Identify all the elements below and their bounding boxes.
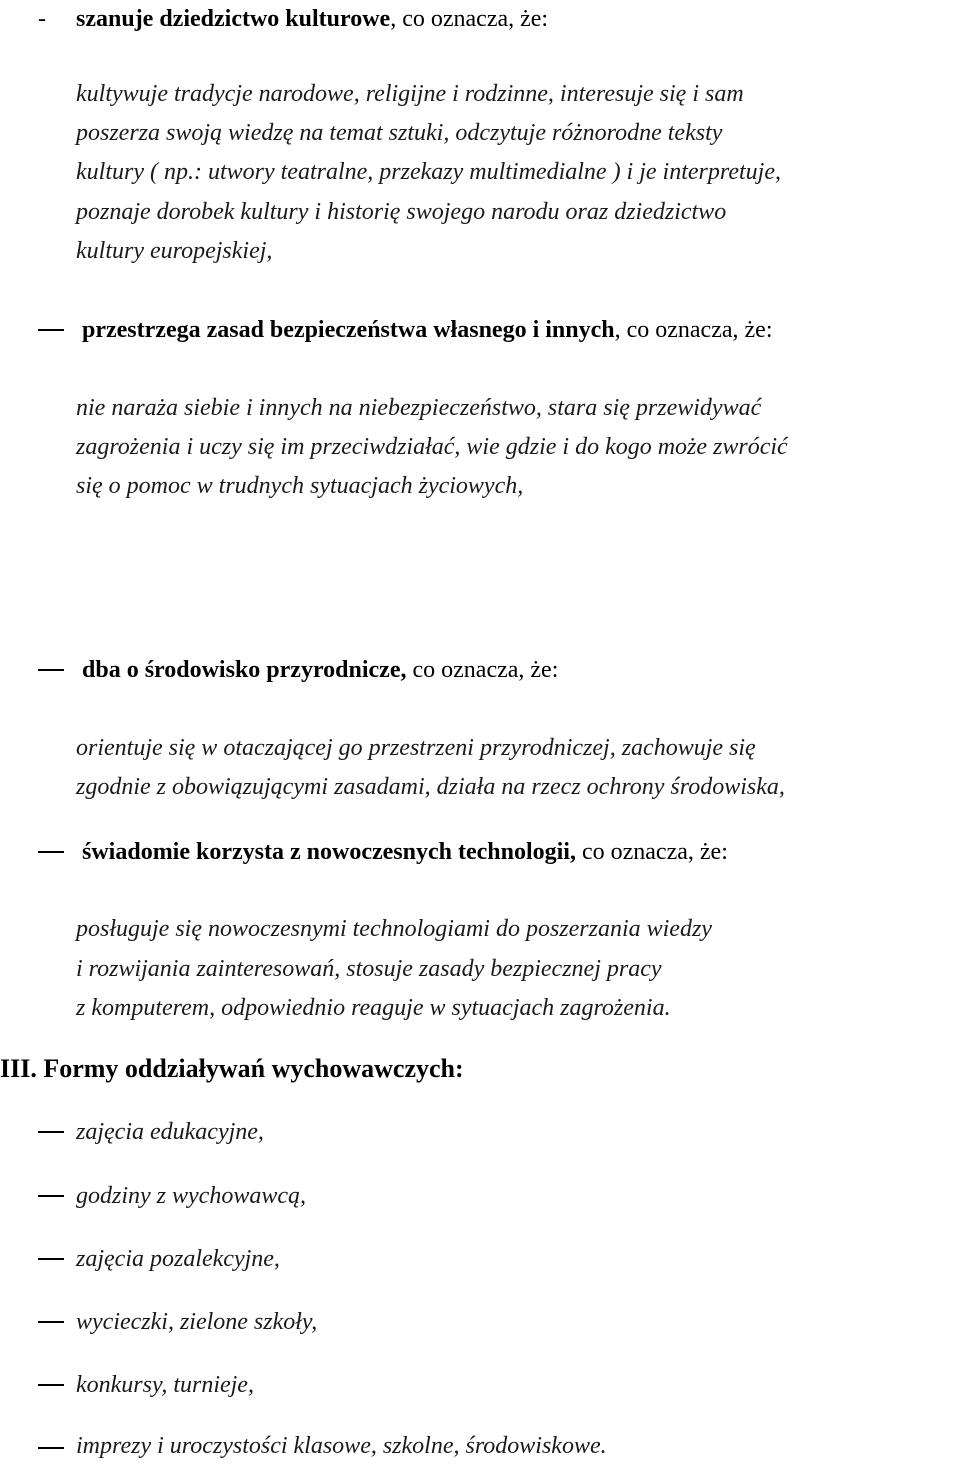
part-3-heading: III. Formy oddziaływań wychowawczych: (0, 1054, 464, 1083)
section-2-body-line: zagrożenia i uczy się im przeciwdziałać, wie gdzie i do kogo może zwrócić (76, 434, 788, 460)
section-1-body-line: poszerza swoją wiedzę na temat sztuki, odczytuje różnorodne teksty (76, 120, 723, 146)
list-item: imprezy i uroczystości klasowe, szkolne, środowiskowe. (76, 1433, 607, 1459)
section-2-dash (38, 329, 64, 331)
section-1-body-line: kultywuje tradycje narodowe, religijne i rodzinne, interesuje się i sam (76, 81, 744, 107)
list-item-dash (38, 1195, 64, 1197)
section-3-body-line: orientuje się w otaczającej go przestrzeni przyrodniczej, zachowuje się (76, 735, 756, 761)
section-1-body-line: kultury ( np.: utwory teatralne, przekazy multimedialne ) i je interpretuje, (76, 159, 781, 185)
section-2-body-line: nie naraża siebie i innych na niebezpieczeństwo, stara się przewidywać (76, 395, 762, 421)
section-4-heading-rest: co oznacza, że: (575, 839, 728, 865)
section-1-heading (76, 4, 548, 34)
list-item: godziny z wychowawcą, (76, 1183, 306, 1209)
section-1-body-line: kultury europejskiej, (76, 238, 273, 264)
section-3-body-line: zgodnie z obowiązującymi zasadami, działa na rzecz ochrony środowiska, (76, 774, 785, 800)
section-1-body-line: poznaje dorobek kultury i historię swojego narodu oraz dziedzictwo (76, 199, 727, 225)
section-1-marker: - (38, 6, 46, 32)
list-item: wycieczki, zielone szkoły, (76, 1309, 318, 1335)
section-4-dash (38, 851, 64, 853)
section-4-body-line: z komputerem, odpowiednio reaguje w sytuacjach zagrożenia. (76, 995, 671, 1021)
section-2-heading-bold: przestrzega zasad bezpieczeństwa własnego i innych (82, 317, 615, 343)
list-item: zajęcia pozalekcyjne, (76, 1246, 280, 1272)
section-3-heading-bold: dba o środowisko przyrodnicze, (82, 657, 407, 683)
section-3-heading (82, 655, 558, 685)
list-item-dash (38, 1447, 64, 1449)
section-3-dash (38, 669, 64, 671)
section-2-heading (82, 315, 772, 345)
list-item-dash (38, 1384, 64, 1386)
section-4-heading (82, 837, 728, 867)
list-item: zajęcia edukacyjne, (76, 1119, 264, 1145)
section-2-heading-rest: , co oznacza, że: (614, 317, 773, 343)
list-item-dash (38, 1258, 64, 1260)
section-2-body-line: się o pomoc w trudnych sytuacjach życiowych, (76, 473, 524, 499)
section-1-heading-bold: szanuje dziedzictwo kulturowe (76, 6, 391, 32)
section-4-heading-bold: świadomie korzysta z nowoczesnych technologii, (82, 839, 576, 865)
section-3-heading-rest: co oznacza, że: (406, 657, 559, 683)
list-item-dash (38, 1321, 64, 1323)
list-item: konkursy, turnieje, (76, 1372, 254, 1398)
section-1-heading-rest: , co oznacza, że: (390, 6, 549, 32)
list-item-dash (38, 1131, 64, 1133)
section-4-body-line: posługuje się nowoczesnymi technologiami do poszerzania wiedzy (76, 916, 712, 942)
section-4-body-line: i rozwijania zainteresowań, stosuje zasady bezpiecznej pracy (76, 956, 662, 982)
